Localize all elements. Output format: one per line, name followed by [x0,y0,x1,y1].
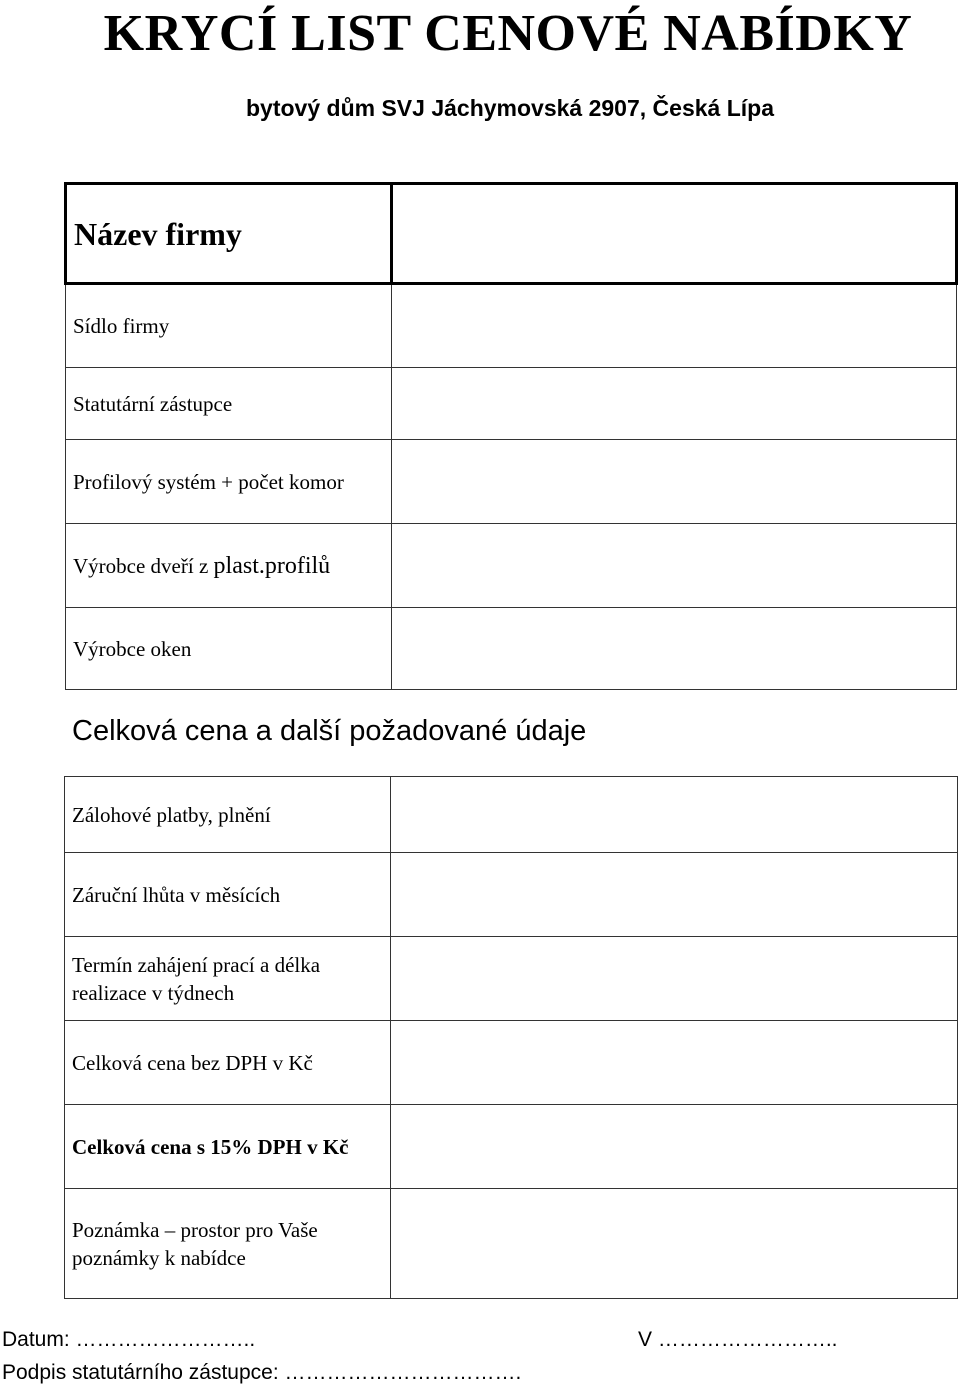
warranty-period-field[interactable] [391,853,958,937]
place-line: V …………………….. [638,1328,838,1351]
table-row [65,1189,958,1299]
table-row [66,608,957,690]
advance-payments-field[interactable] [391,777,958,853]
company-seat-label: Sídlo firmy [66,284,392,368]
warranty-period-label: Záruční lhůta v měsících [65,853,391,937]
door-manufacturer-label [66,524,392,608]
price-without-vat-label: Celková cena bez DPH v Kč [65,1021,391,1105]
document-title: KRYCÍ LIST CENOVÉ NABÍDKY [103,5,913,62]
signature-line: Podpis statutárního zástupce: ……………………………. [2,1361,522,1384]
company-seat-field[interactable] [392,284,957,368]
start-date-field[interactable] [391,937,958,1021]
table-row [65,1021,958,1105]
table-row [65,1105,958,1189]
price-without-vat-field[interactable] [391,1021,958,1105]
company-info-table [64,182,958,690]
price-info-table [64,776,958,1299]
date-line: Datum: …………………….. [2,1328,256,1351]
table-row [65,937,958,1021]
note-label: Poznámka – prostor pro Vaše poznámky k nabídce [65,1189,391,1299]
table-row [66,440,957,524]
statutory-representative-label: Statutární zástupce [66,368,392,440]
door-manufacturer-field[interactable] [392,524,957,608]
document-subtitle: bytový dům SVJ Jáchymovská 2907, Česká Lípa [246,95,774,121]
statutory-representative-field[interactable] [392,368,957,440]
company-name-field[interactable] [392,184,957,284]
door-manufacturer-label-prefix: Výrobce dveří z [73,553,214,578]
window-manufacturer-field[interactable] [392,608,957,690]
table-row [66,184,957,284]
profile-system-label: Profilový systém + počet komor [66,440,392,524]
start-date-label: Termín zahájení prací a délka realizace v týdnech [65,937,391,1021]
table-row [66,368,957,440]
company-name-label: Název firmy [66,184,392,284]
price-with-vat-label: Celková cena s 15% DPH v Kč [65,1105,391,1189]
window-manufacturer-label: Výrobce oken [66,608,392,690]
profile-system-field[interactable] [392,440,957,524]
table-row [65,777,958,853]
table-row [66,524,957,608]
table-row [66,284,957,368]
door-manufacturer-label-suffix: plast.profilů [213,552,331,579]
price-with-vat-field[interactable] [391,1105,958,1189]
note-field[interactable] [391,1189,958,1299]
advance-payments-label: Zálohové platby, plnění [65,777,391,853]
table-row [65,853,958,937]
section-heading: Celková cena a další požadované údaje [72,715,587,747]
